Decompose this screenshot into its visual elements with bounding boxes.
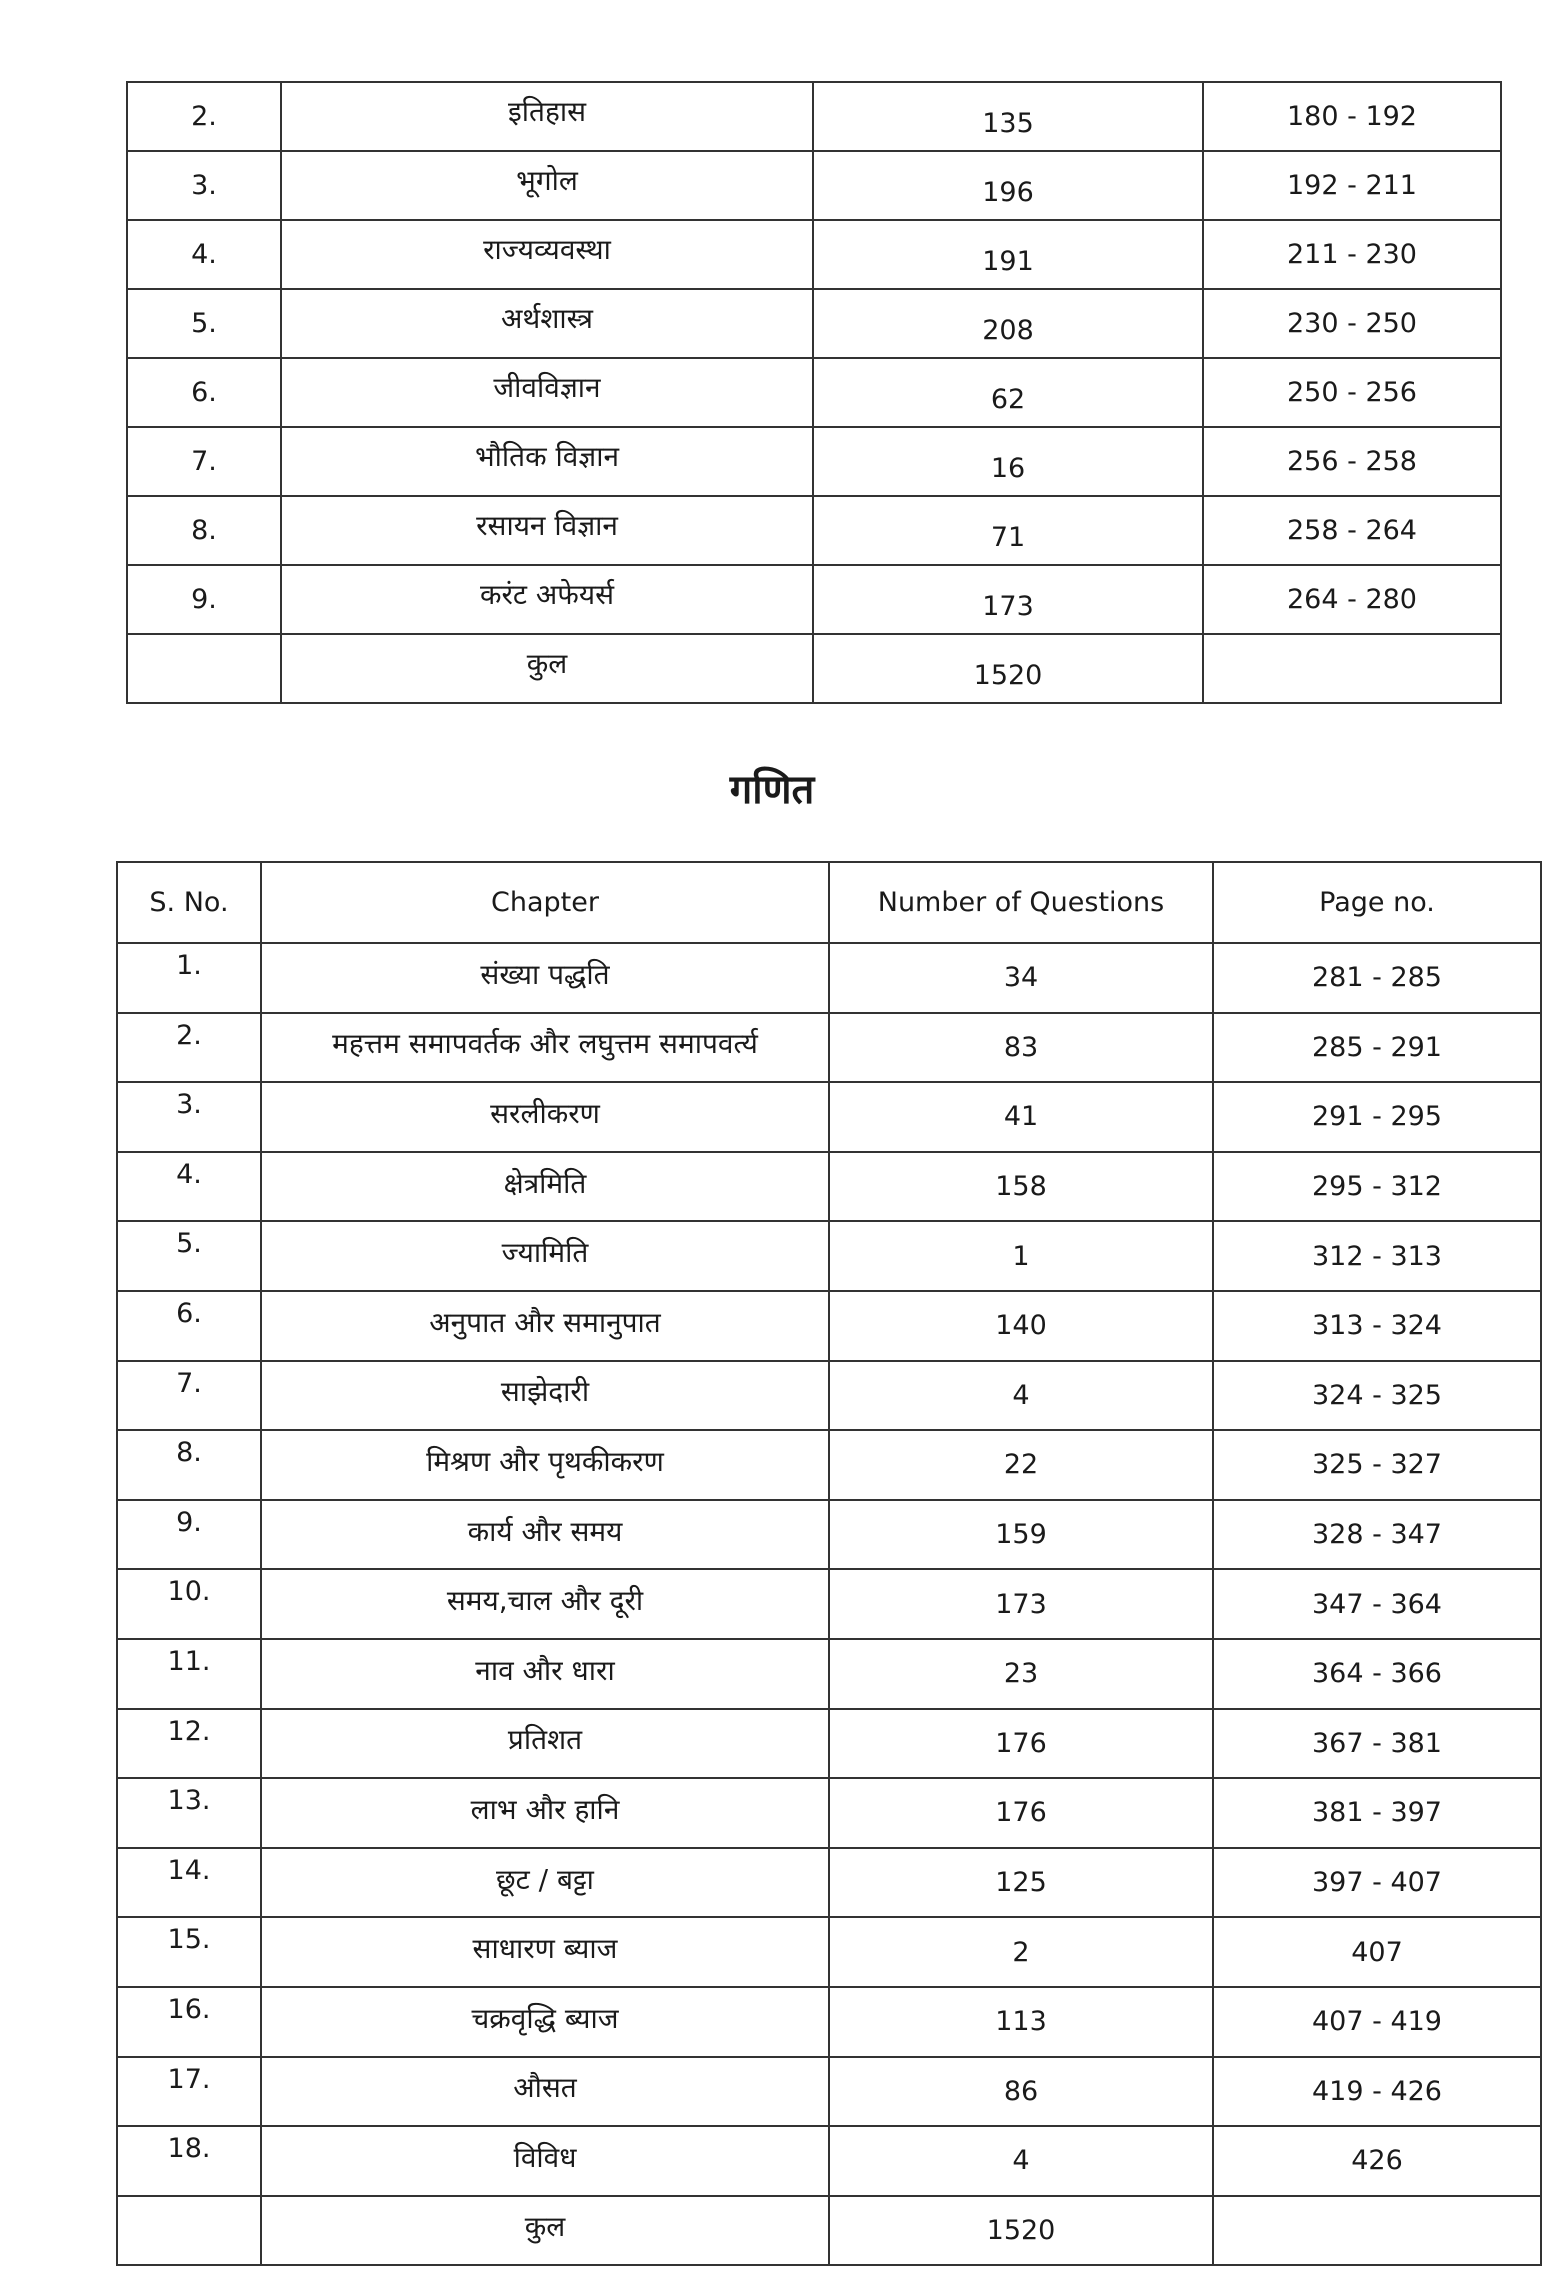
total-empty-cell — [117, 2196, 261, 2266]
pages-cell: 264 - 280 — [1203, 565, 1501, 634]
serial-number-cell: 1. — [117, 943, 261, 1013]
table-row — [117, 943, 1541, 1013]
chapter-cell: संख्या पद्धति — [261, 943, 829, 1013]
questions-cell: 4 — [829, 2126, 1213, 2196]
chapter-cell: महत्तम समापवर्तक और लघुत्तम समापवर्त्य — [261, 1013, 829, 1083]
total-row — [127, 634, 1501, 703]
pages-cell: 211 - 230 — [1203, 220, 1501, 289]
serial-number-cell: 2. — [117, 1013, 261, 1083]
table-row — [127, 151, 1501, 220]
questions-cell: 176 — [829, 1709, 1213, 1779]
table-row — [117, 1291, 1541, 1361]
serial-number-cell: 17. — [117, 2057, 261, 2127]
pages-cell: 325 - 327 — [1213, 1430, 1541, 1500]
questions-cell: 140 — [829, 1291, 1213, 1361]
pages-cell: 324 - 325 — [1213, 1361, 1541, 1431]
pages-cell: 258 - 264 — [1203, 496, 1501, 565]
table-row — [117, 2057, 1541, 2127]
total-questions: 1520 — [829, 2196, 1213, 2266]
pages-cell: 291 - 295 — [1213, 1082, 1541, 1152]
questions-cell: 135 — [813, 82, 1203, 151]
pages-cell: 407 — [1213, 1917, 1541, 1987]
chapter-cell: लाभ और हानि — [261, 1778, 829, 1848]
section-title: गणित — [729, 767, 815, 813]
serial-number-cell: 6. — [117, 1291, 261, 1361]
pages-cell: 381 - 397 — [1213, 1778, 1541, 1848]
table-row — [117, 1848, 1541, 1918]
questions-cell: 125 — [829, 1848, 1213, 1918]
header-chapter: Chapter — [261, 862, 829, 943]
table-body — [117, 943, 1541, 2265]
pages-cell: 250 - 256 — [1203, 358, 1501, 427]
questions-cell: 208 — [813, 289, 1203, 358]
questions-cell: 4 — [829, 1361, 1213, 1431]
table-row — [117, 1639, 1541, 1709]
serial-number-cell: 4. — [117, 1152, 261, 1222]
table-row — [117, 1430, 1541, 1500]
table-row — [117, 1082, 1541, 1152]
chapter-cell: सरलीकरण — [261, 1082, 829, 1152]
serial-number-cell: 9. — [127, 565, 281, 634]
table-row — [117, 1987, 1541, 2057]
general-studies-table — [126, 81, 1502, 704]
total-label: कुल — [261, 2196, 829, 2266]
pages-cell: 313 - 324 — [1213, 1291, 1541, 1361]
questions-cell: 86 — [829, 2057, 1213, 2127]
pages-cell: 192 - 211 — [1203, 151, 1501, 220]
pages-cell: 407 - 419 — [1213, 1987, 1541, 2057]
pages-cell: 397 - 407 — [1213, 1848, 1541, 1918]
serial-number-cell: 7. — [117, 1361, 261, 1431]
table-row — [127, 565, 1501, 634]
serial-number-cell: 15. — [117, 1917, 261, 1987]
chapter-cell: साझेदारी — [261, 1361, 829, 1431]
pages-cell: 281 - 285 — [1213, 943, 1541, 1013]
serial-number-cell: 13. — [117, 1778, 261, 1848]
table-header-row — [117, 862, 1541, 943]
questions-cell: 173 — [813, 565, 1203, 634]
serial-number-cell: 5. — [127, 289, 281, 358]
chapter-cell: विविध — [261, 2126, 829, 2196]
pages-cell: 285 - 291 — [1213, 1013, 1541, 1083]
serial-number-cell: 3. — [117, 1082, 261, 1152]
serial-number-cell: 4. — [127, 220, 281, 289]
pages-cell: 180 - 192 — [1203, 82, 1501, 151]
chapter-cell: रसायन विज्ञान — [281, 496, 813, 565]
serial-number-cell: 9. — [117, 1500, 261, 1570]
total-label: कुल — [281, 634, 813, 703]
pages-cell: 295 - 312 — [1213, 1152, 1541, 1222]
serial-number-cell: 6. — [127, 358, 281, 427]
pages-cell: 256 - 258 — [1203, 427, 1501, 496]
table-row — [117, 1152, 1541, 1222]
table-row — [117, 2126, 1541, 2196]
pages-cell: 312 - 313 — [1213, 1221, 1541, 1291]
questions-cell: 22 — [829, 1430, 1213, 1500]
pages-cell: 230 - 250 — [1203, 289, 1501, 358]
table-body — [127, 82, 1501, 703]
questions-cell: 176 — [829, 1778, 1213, 1848]
questions-cell: 158 — [829, 1152, 1213, 1222]
total-questions: 1520 — [813, 634, 1203, 703]
table-row — [117, 1778, 1541, 1848]
chapter-cell: छूट / बट्टा — [261, 1848, 829, 1918]
math-table — [116, 861, 1542, 2266]
table-row — [127, 220, 1501, 289]
serial-number-cell: 3. — [127, 151, 281, 220]
serial-number-cell: 2. — [127, 82, 281, 151]
table-row — [117, 1221, 1541, 1291]
serial-number-cell: 7. — [127, 427, 281, 496]
chapter-cell: नाव और धारा — [261, 1639, 829, 1709]
pages-cell: 419 - 426 — [1213, 2057, 1541, 2127]
table-row — [127, 82, 1501, 151]
serial-number-cell: 8. — [127, 496, 281, 565]
questions-cell: 83 — [829, 1013, 1213, 1083]
chapter-cell: करंट अफेयर्स — [281, 565, 813, 634]
chapter-cell: चक्रवृद्धि ब्याज — [261, 1987, 829, 2057]
pages-cell: 367 - 381 — [1213, 1709, 1541, 1779]
chapter-cell: साधारण ब्याज — [261, 1917, 829, 1987]
total-pages-empty-cell — [1213, 2196, 1541, 2266]
chapter-cell: जीवविज्ञान — [281, 358, 813, 427]
chapter-cell: अर्थशास्त्र — [281, 289, 813, 358]
serial-number-cell: 8. — [117, 1430, 261, 1500]
chapter-cell: समय,चाल और दूरी — [261, 1569, 829, 1639]
chapter-cell: राज्यव्यवस्था — [281, 220, 813, 289]
table-row — [117, 1500, 1541, 1570]
pages-cell: 328 - 347 — [1213, 1500, 1541, 1570]
total-row — [117, 2196, 1541, 2266]
questions-cell: 62 — [813, 358, 1203, 427]
table-row — [127, 289, 1501, 358]
header-sno: S. No. — [117, 862, 261, 943]
table-row — [127, 496, 1501, 565]
questions-cell: 16 — [813, 427, 1203, 496]
chapter-cell: भूगोल — [281, 151, 813, 220]
chapter-cell: इतिहास — [281, 82, 813, 151]
serial-number-cell: 12. — [117, 1709, 261, 1779]
chapter-cell: अनुपात और समानुपात — [261, 1291, 829, 1361]
chapter-cell: मिश्रण और पृथकीकरण — [261, 1430, 829, 1500]
pages-cell: 347 - 364 — [1213, 1569, 1541, 1639]
pages-cell: 426 — [1213, 2126, 1541, 2196]
table-row — [117, 1361, 1541, 1431]
total-empty-cell — [127, 634, 281, 703]
chapter-cell: कार्य और समय — [261, 1500, 829, 1570]
header-pages: Page no. — [1213, 862, 1541, 943]
serial-number-cell: 18. — [117, 2126, 261, 2196]
serial-number-cell: 14. — [117, 1848, 261, 1918]
table-row — [127, 427, 1501, 496]
serial-number-cell: 16. — [117, 1987, 261, 2057]
serial-number-cell: 11. — [117, 1639, 261, 1709]
header-questions: Number of Questions — [829, 862, 1213, 943]
questions-cell: 1 — [829, 1221, 1213, 1291]
chapter-cell: प्रतिशत — [261, 1709, 829, 1779]
table-row — [127, 358, 1501, 427]
serial-number-cell: 10. — [117, 1569, 261, 1639]
table-row — [117, 1709, 1541, 1779]
serial-number-cell: 5. — [117, 1221, 261, 1291]
questions-cell: 23 — [829, 1639, 1213, 1709]
chapter-cell: ज्यामिति — [261, 1221, 829, 1291]
questions-cell: 196 — [813, 151, 1203, 220]
total-pages-empty-cell — [1203, 634, 1501, 703]
table-row — [117, 1013, 1541, 1083]
table-row — [117, 1917, 1541, 1987]
questions-cell: 191 — [813, 220, 1203, 289]
questions-cell: 159 — [829, 1500, 1213, 1570]
questions-cell: 41 — [829, 1082, 1213, 1152]
table-row — [117, 1569, 1541, 1639]
questions-cell: 113 — [829, 1987, 1213, 2057]
questions-cell: 34 — [829, 943, 1213, 1013]
pages-cell: 364 - 366 — [1213, 1639, 1541, 1709]
questions-cell: 2 — [829, 1917, 1213, 1987]
chapter-cell: भौतिक विज्ञान — [281, 427, 813, 496]
chapter-cell: औसत — [261, 2057, 829, 2127]
questions-cell: 173 — [829, 1569, 1213, 1639]
chapter-cell: क्षेत्रमिति — [261, 1152, 829, 1222]
questions-cell: 71 — [813, 496, 1203, 565]
